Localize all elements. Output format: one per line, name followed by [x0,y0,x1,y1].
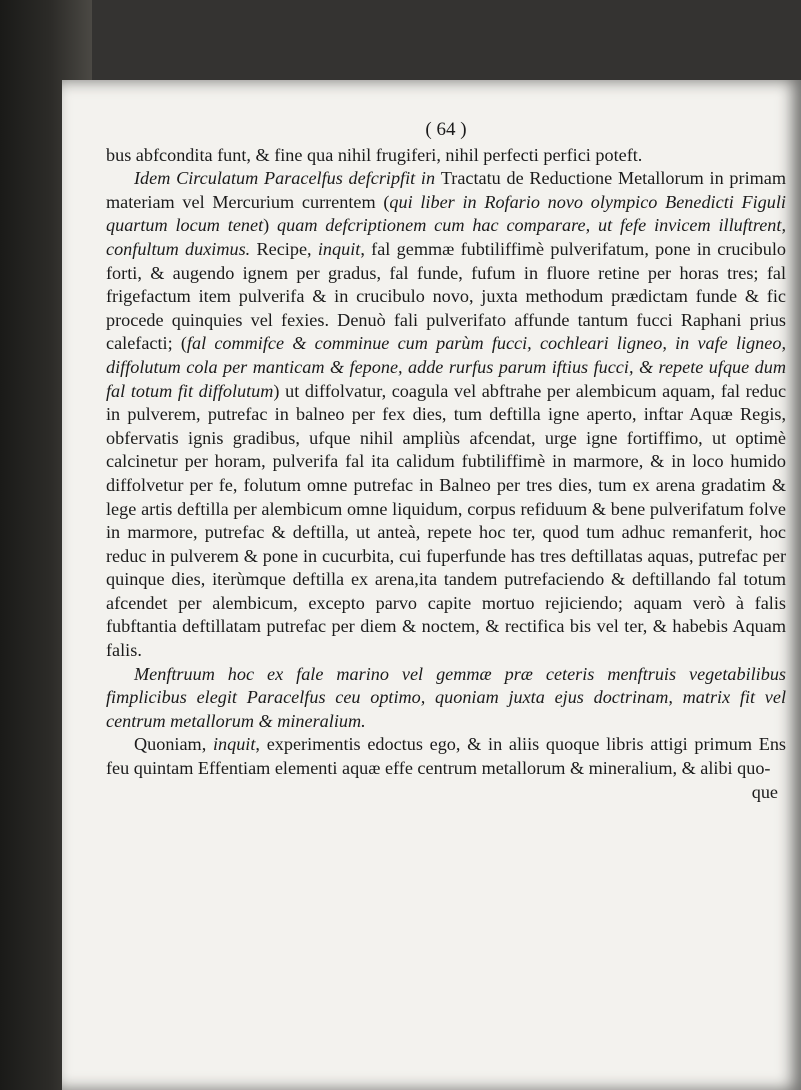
body-paragraphs [106,144,786,781]
text-span: ) [263,215,278,236]
text-span: inquit [212,734,256,755]
text-span: Menftruum hoc ex fale marino vel gemmæ præ ceteris menftruis vegetabilibus fimplicibus elegit Paracelfus ceu optimo, quoniam juxta ejus doctrinam, matrix fit vel centrum metallorum & mineralium. [106,663,786,731]
paragraph-p3 [106,663,786,734]
text-span: , fal gemmæ fubtiliffimè pulverifatum, pone in crucibulo forti, & augendo ignem per gradus, fal funde, fufum in fluore retine per horas tres; fal frigefactum item pulverifa & in crucibulo novo, juxta methodum prædictam funde & fic procede quinquies vel fexies. Denuò fali pulverifato affunde tantum fucci Raphani prius calefacti; ( [106,238,786,354]
page-text [106,118,786,804]
text-span: Idem Circulatum Paracelfus defcripfit in [134,168,441,189]
text-span: fal commifce & comminue cum parùm fucci, cochleari ligneo, in vafe ligneo, diffolutum cola per manticam & fepone, adde rurfus parum iftius fucci, & repete ufque dum fal totum fit diffolutum [106,333,786,401]
text-span: , experimentis edoctus ego, & in aliis quoque libris attigi primum Ens feu quintam Effentiam elementi aquæ effe centrum metallorum & mineralium, & alibi quo- [106,734,786,779]
text-span: Quoniam, [134,734,213,755]
scan-top-edge [62,0,801,80]
catchword: que [751,781,778,802]
text-span: bus abfcondita funt, & fine qua nihil frugiferi, nihil perfecti perfici poteft. [106,144,643,165]
page-number: ( 64 ) [425,119,467,140]
text-span: ) ut diffolvatur, coagula vel abftrahe per alembicum aquam, fal reduc in pulverem, putrefac in balneo per fex dies, tum deftilla igne aperto, inftar Aquæ Regis, obfervatis ignis gradibus, ufque nihil ampliùs afcendat, urge igne fortiffimo, ut optimè calcinetur per horam, pulverifa fal ita calidum fubtiliffimè in marmore, & in loco humido diffolvetur per fe, folutum omne putrefac in Balneo per tres dies, tum ex arena gradatim & lege artis deftilla per alembicum omne liquidum, corpus refiduum & bene pulverifatum folve in marmore, putrefac & deftilla, ut anteà, repete hoc ter, quod tum adhuc remanferit, hoc reduc in pulverem & pone in cucurbita, cui fuperfunde has tres deftillatas aquas, putrefac per quinque dies, iterùmque deftilla ex arena,ita tandem putrefaciendo & deftillando fal totum afcendet per alembicum, excepto parvo capite mortuo rejiciendo; aquam verò à falis fubftantia deftillatam putrefac per diem & noctem, & rectifica bis vel ter, & habebis Aquam falis. [106,380,787,661]
text-span: Recipe, [250,238,318,259]
text-span: qui liber in Rofario novo olympico Benedicti Figuli quartum locum tenet [106,191,786,236]
text-span: Tractatu de Reductione Metallorum in primam materiam vel Mercurium currentem ( [106,168,786,212]
text-span: inquit [317,238,361,259]
paragraph-p2 [106,167,786,662]
paragraph-p1 [106,144,786,168]
paragraph-p4 [106,733,786,780]
text-span: quam defcriptionem cum hac comparare, ut fefe invicem illuftrent, confultum duximus. [106,215,786,259]
